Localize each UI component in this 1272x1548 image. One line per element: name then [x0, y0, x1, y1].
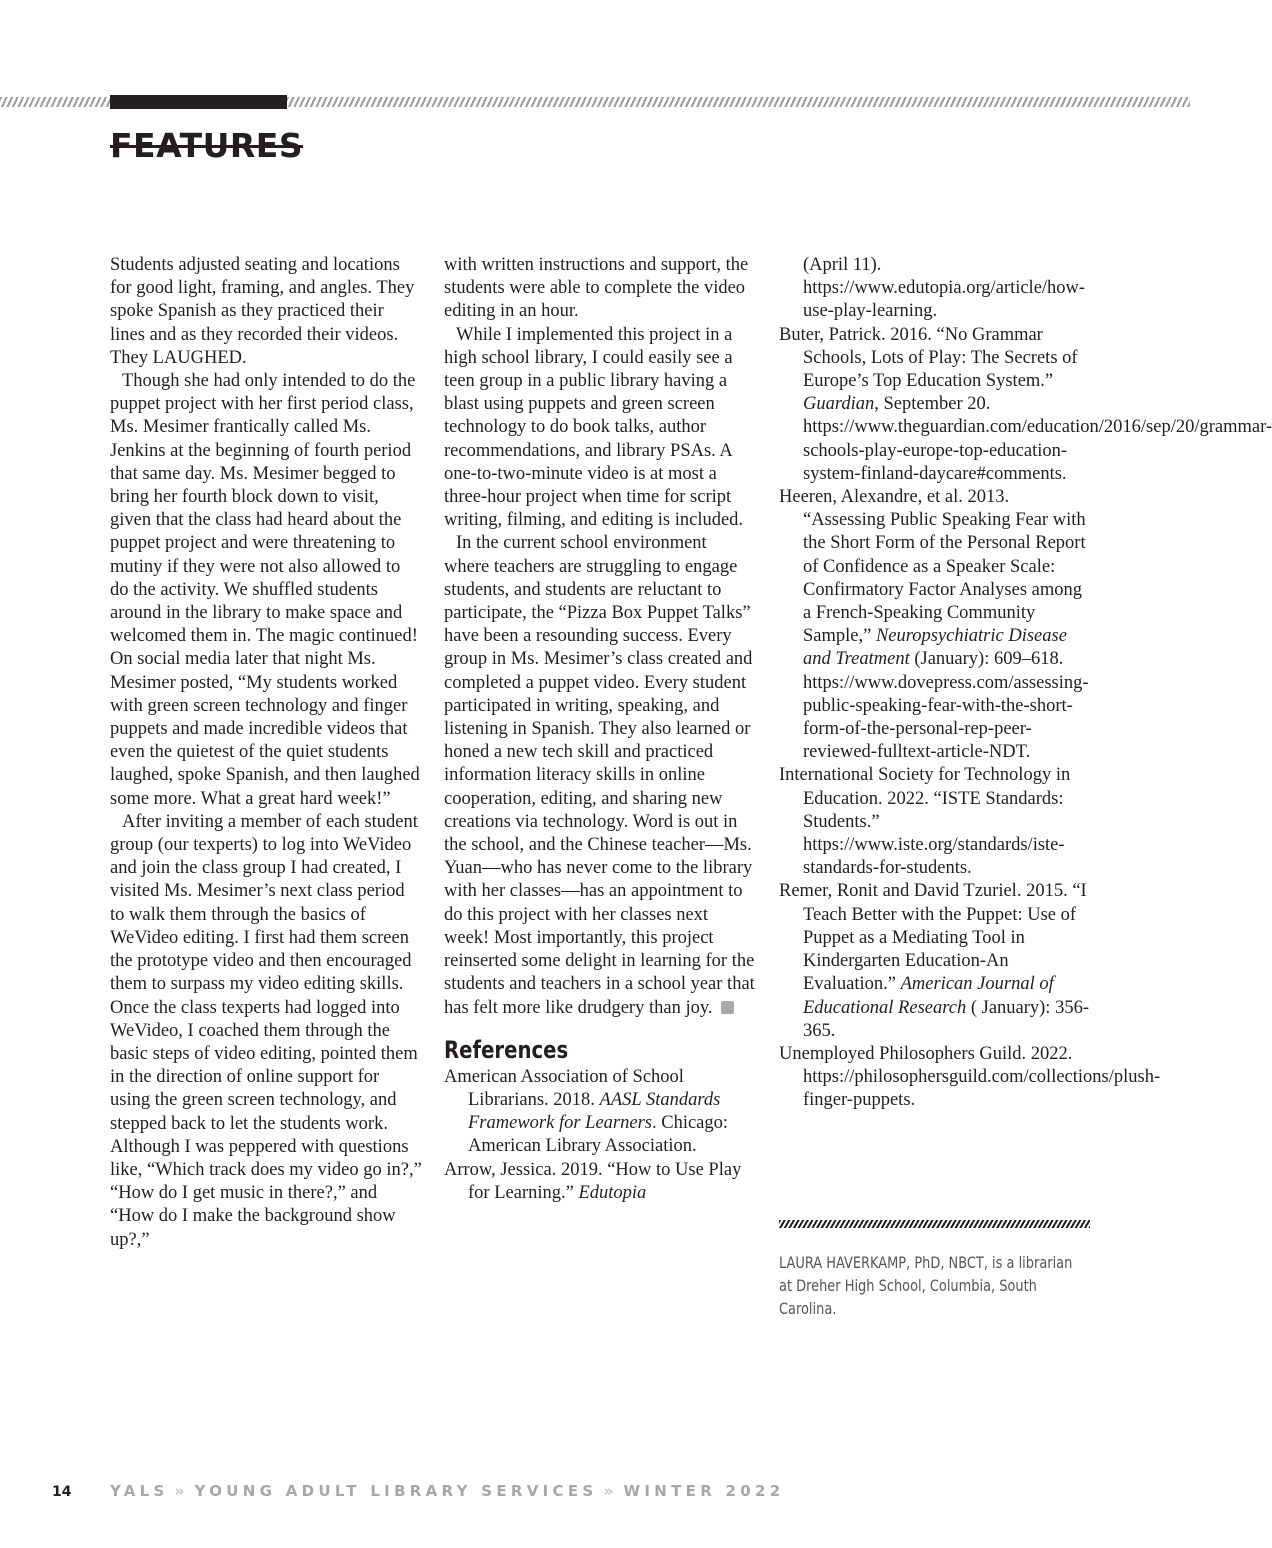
reference-item: [779, 1043, 1161, 1113]
reference-item: [779, 764, 1091, 880]
footer-journal-abbrev: YALS: [110, 1482, 169, 1500]
footer-issue: WINTER 2022: [623, 1482, 785, 1500]
reference-text: . Chicago: American Library Association.: [468, 1113, 729, 1157]
page-number: 14: [52, 1484, 72, 1500]
reference-text: , September 20. https://www.theguardian.com/education/2016/sep/20/grammar-schools-play-europe-top-education-system-finland-daycare#comments.: [803, 394, 1272, 484]
bio-divider: [779, 1220, 1090, 1228]
reference-item: [779, 486, 1091, 764]
end-of-article-square-icon: [721, 1001, 734, 1014]
reference-item: [444, 1066, 756, 1159]
article-column-3: [779, 254, 1272, 1113]
reference-title: Guardian: [803, 394, 875, 415]
running-footer: [110, 1482, 785, 1500]
paragraph-text: In the current school environment where teachers are struggling to engage students, and students are reluctant to participate, the “Pizza Box Puppet Talks” have been a resounding success. Every group in Ms. Mesimer’s class created and completed a puppet video. Every student participated in writing, speaking, and listening in Spanish. They also learned or honed a new tech skill and practiced information literacy skills in online cooperation, editing, and sharing new creations via technology. Word is out in the school, and the Chinese teacher—Ms. Yuan—who has never come to the library with her classes—has an appointment to do this project with her classes next week! Most importantly, this project reinserted some delight in learning for the students and teachers in a school year that has felt more like drudgery than joy.: [444, 533, 755, 1018]
footer-journal-name: YOUNG ADULT LIBRARY SERVICES: [194, 1482, 598, 1500]
reference-title: Edutopia: [578, 1182, 647, 1203]
header-accent-bar: [110, 95, 287, 109]
reference-title: Neuropsychiatric Disease and Treatment: [803, 626, 1067, 670]
reference-text: Arrow, Jessica. 2019. “How to Use Play for Learning.”: [444, 1159, 742, 1203]
reference-text: Buter, Patrick. 2016. “No Grammar Schools, Lots of Play: The Secrets of Europe’s Top Education System.”: [779, 324, 1078, 392]
paragraph: with written instructions and support, the students were able to complete the video editing in an hour.: [444, 255, 749, 322]
references-heading: References: [444, 1035, 569, 1064]
reference-title: AASL Standards Framework for Learners: [468, 1089, 721, 1134]
paragraph: Students adjusted seating and locations for good light, framing, and angles. They spoke Spanish as they practiced their lines and as they recorded their videos. They LAUGHED.: [110, 255, 415, 368]
reference-text: American Association of School Librarians. 2018.: [444, 1066, 684, 1110]
reference-text: ( January): 356-365.: [803, 997, 1089, 1041]
article-column-2: [444, 254, 756, 1205]
reference-text: Unemployed Philosophers Guild. 2022. https://philosophersguild.com/collections/plush-finger-puppets.: [779, 1043, 1161, 1111]
paragraph-final: [444, 532, 756, 1019]
page-footer: [52, 1478, 785, 1504]
section-title: FEATURES: [110, 126, 304, 165]
article-column-1: [110, 254, 422, 1252]
paragraph: Though she had only intended to do the puppet project with her first period class, Ms. Mesimer frantically called Ms. Jenkins at the beginning of fourth period that same day. Ms. Mesimer begged to bring her fourth block down to visit, given that the class had heard about the puppet project and were threatening to mutiny if they were not also allowed to do the activity. We shuffled students around in the library to make space and welcomed them in. The magic continued! On social media later that night Ms. Mesimer posted, “My students worked with green screen technology and finger puppets and made incredible videos that even the quietest of the quiet students laughed, spoke Spanish, and then laughed some more. What a great hard week!”: [110, 371, 420, 809]
paragraph: While I implemented this project in a high school library, I could easily see a teen group in a public library having a blast using puppets and green screen technology to do book talks, author recommendations, and library PSAs. A one-to-two-minute video is at most a three-hour project when time for script writing, filming, and editing is included.: [444, 324, 744, 531]
reference-continuation: (April 11). https://www.edutopia.org/article/how-use-play-learning.: [803, 255, 1086, 322]
reference-text: (January): 609–618. https://www.dovepress.com/assessing-public-speaking-fear-with-the-short-form-of-the-personal-rep-peer-reviewed-fulltext-article-NDT.: [803, 649, 1089, 763]
author-bio: LAURA HAVERKAMP, PhD, NBCT, is a librarian at Dreher High School, Columbia, South Carolina.: [779, 1253, 1073, 1319]
paragraph: After inviting a member of each student group (our texperts) to log into WeVideo and join the class group I had created, I visited Ms. Mesimer’s next class period to walk them through the basics of WeVideo editing. I first had them screen the prototype video and then encouraged them to surpass my video editing skills. Once the class texperts had logged into WeVideo, I coached them through the basic steps of video editing, pointed them in the direction of online support for using the green screen technology, and stepped back to let the students work. Although I was peppered with questions like, “Which track does my video go in?,” “How do I get music in there?,” and “How do I make the background show up?,”: [110, 811, 422, 1250]
reference-item: [779, 880, 1091, 1042]
reference-title: American Journal of Educational Research: [803, 974, 1054, 1018]
reference-text: International Society for Technology in Education. 2022. “ISTE Standards: Students.” https://www.iste.org/standards/iste-standards-for-students.: [779, 765, 1071, 879]
reference-text: Remer, Ronit and David Tzuriel. 2015. “I Teach Better with the Puppet: Use of Puppet as a Mediating Tool in Kindergarten Education-An Evaluation.”: [779, 881, 1087, 995]
footer-separator: »: [174, 1482, 189, 1500]
reference-text: Heeren, Alexandre, et al. 2013. “Assessing Public Speaking Fear with the Short Form of the Personal Report of Confidence as a Speaker Scale: Confirmatory Factor Analyses among a French-Speaking Community Sample,”: [779, 487, 1086, 647]
reference-item: [779, 324, 1272, 486]
footer-separator: »: [603, 1482, 618, 1500]
reference-item: [444, 1159, 756, 1205]
